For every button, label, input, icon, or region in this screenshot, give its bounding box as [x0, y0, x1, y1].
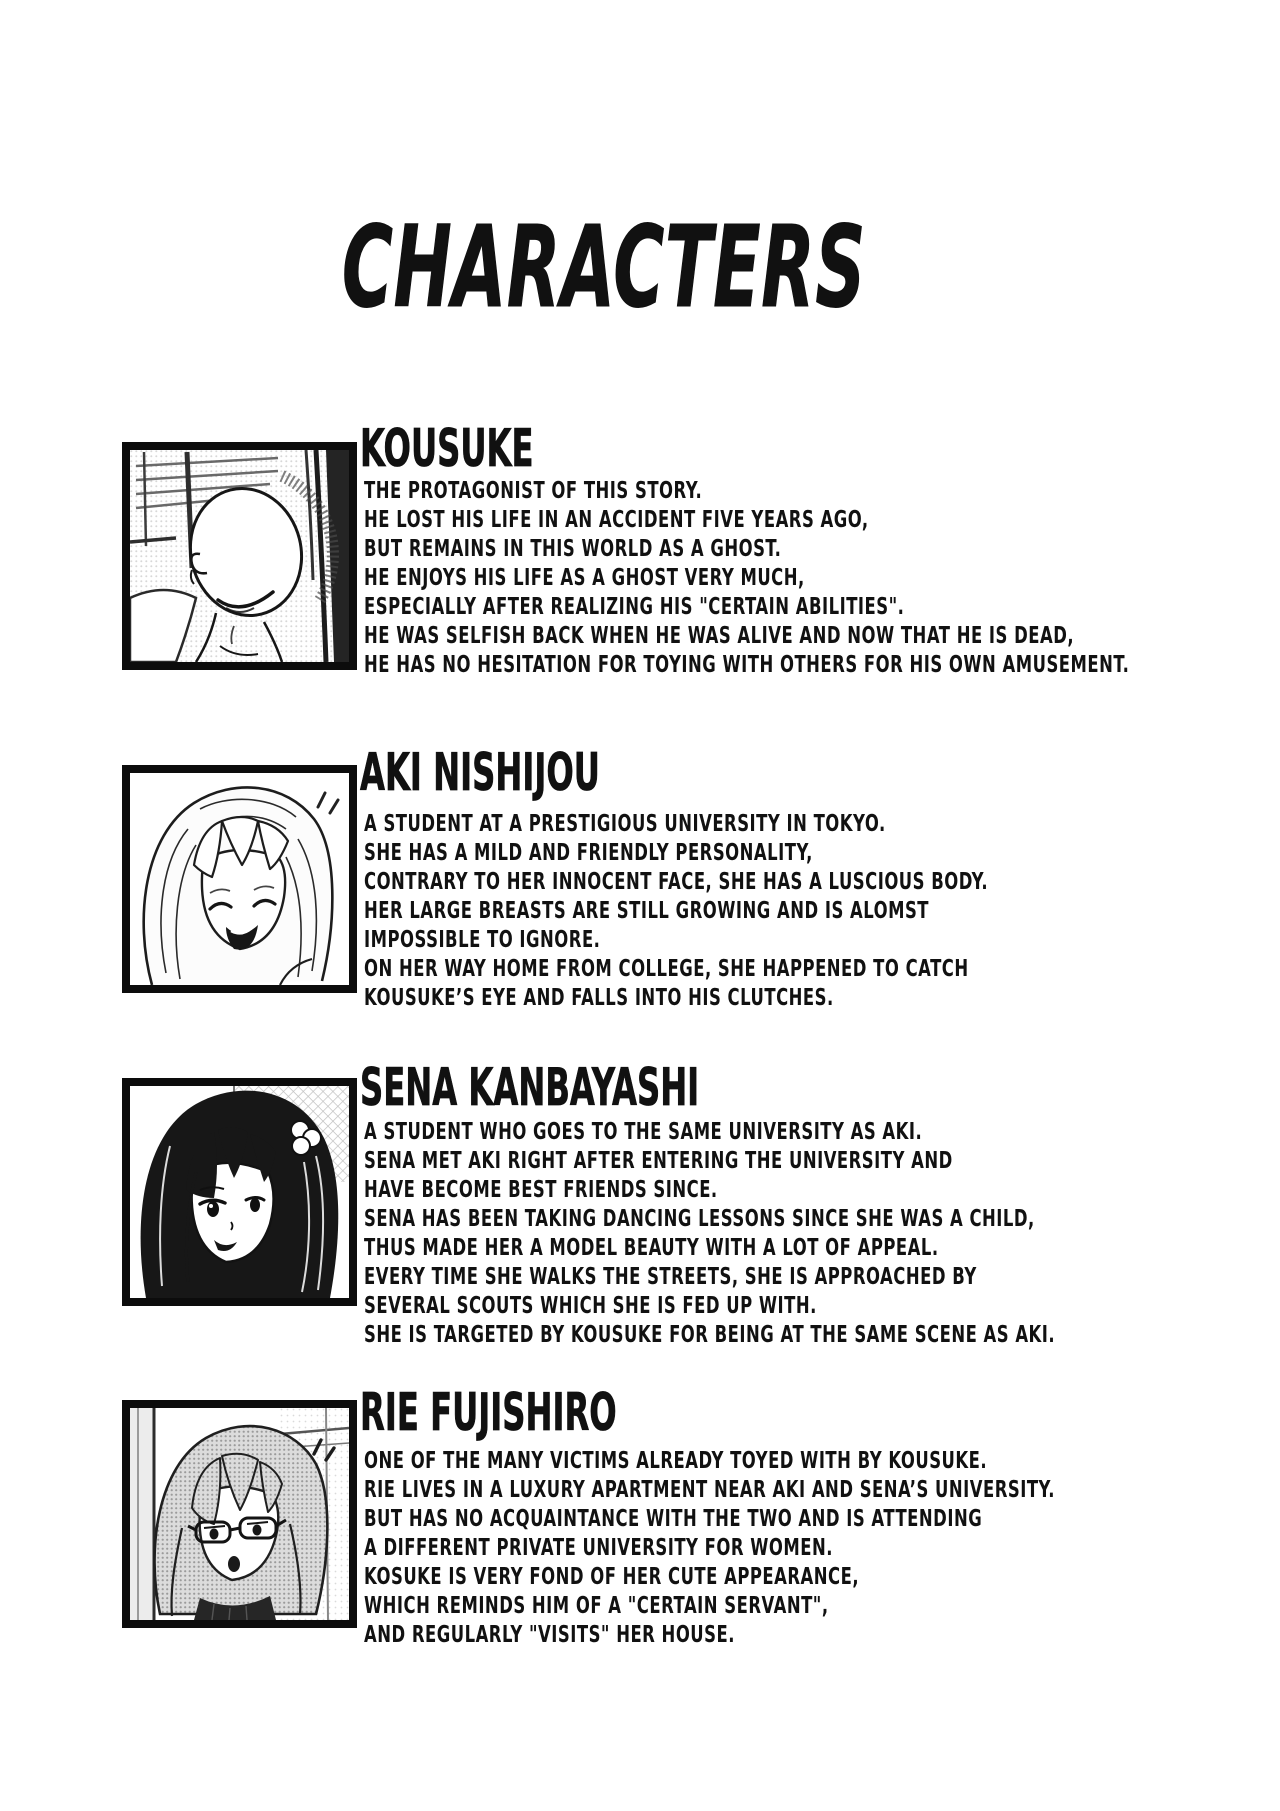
character-description: [364, 476, 1129, 679]
kousuke-portrait: [122, 442, 357, 670]
rie-portrait-art: [130, 1408, 349, 1620]
character-name: RIE FUJISHIRO: [360, 1383, 617, 1443]
description-line: SENA HAS BEEN TAKING DANCING LESSONS SINCE SHE WAS A CHILD,: [364, 1204, 1035, 1232]
description-line: HE HAS NO HESITATION FOR TOYING WITH OTHERS FOR HIS OWN AMUSEMENT.: [364, 650, 1130, 678]
description-line: ON HER WAY HOME FROM COLLEGE, SHE HAPPENED TO CATCH: [364, 954, 969, 982]
description-line: HE WAS SELFISH BACK WHEN HE WAS ALIVE AND NOW THAT HE IS DEAD,: [364, 621, 1075, 649]
description-line: CONTRARY TO HER INNOCENT FACE, SHE HAS A LUSCIOUS BODY.: [364, 867, 989, 895]
description-line: RIE LIVES IN A LUXURY APARTMENT NEAR AKI AND SENA’S UNIVERSITY.: [364, 1475, 1055, 1503]
description-line: A DIFFERENT PRIVATE UNIVERSITY FOR WOMEN.: [364, 1533, 833, 1561]
aki-portrait-art: [130, 773, 349, 985]
character-description: [364, 1117, 1055, 1349]
description-line: SHE HAS A MILD AND FRIENDLY PERSONALITY,: [364, 838, 813, 866]
character-name: KOUSUKE: [360, 419, 534, 479]
description-line: SHE IS TARGETED BY KOUSUKE FOR BEING AT THE SAME SCENE AS AKI.: [364, 1320, 1056, 1348]
sena-portrait-art: [130, 1086, 349, 1298]
description-line: EVERY TIME SHE WALKS THE STREETS, SHE IS APPROACHED BY: [364, 1262, 977, 1290]
description-line: A STUDENT AT A PRESTIGIOUS UNIVERSITY IN TOKYO.: [364, 809, 886, 837]
description-line: HE ENJOYS HIS LIFE AS A GHOST VERY MUCH,: [364, 563, 805, 591]
description-line: HER LARGE BREASTS ARE STILL GROWING AND IS ALOMST: [364, 896, 930, 924]
description-line: HAVE BECOME BEST FRIENDS SINCE.: [364, 1175, 718, 1203]
description-line: THE PROTAGONIST OF THIS STORY.: [364, 476, 703, 504]
description-line: IMPOSSIBLE TO IGNORE.: [364, 925, 601, 953]
sena-portrait: [122, 1078, 357, 1306]
description-line: HE LOST HIS LIFE IN AN ACCIDENT FIVE YEARS AGO,: [364, 505, 869, 533]
character-description: [364, 809, 988, 1012]
description-line: KOUSUKE’S EYE AND FALLS INTO HIS CLUTCHES.: [364, 983, 834, 1011]
description-line: BUT REMAINS IN THIS WORLD AS A GHOST.: [364, 534, 782, 562]
character-description: [364, 1446, 1055, 1649]
description-line: WHICH REMINDS HIM OF A "CERTAIN SERVANT",: [364, 1591, 829, 1619]
aki-portrait: [122, 765, 357, 993]
character-name: AKI NISHIJOU: [360, 743, 600, 803]
description-line: A STUDENT WHO GOES TO THE SAME UNIVERSITY AS AKI.: [364, 1117, 923, 1145]
description-line: SENA MET AKI RIGHT AFTER ENTERING THE UNIVERSITY AND: [364, 1146, 953, 1174]
kousuke-portrait-art: [130, 450, 349, 662]
description-line: BUT HAS NO ACQUAINTANCE WITH THE TWO AND IS ATTENDING: [364, 1504, 983, 1532]
character-name: SENA KANBAYASHI: [360, 1058, 700, 1118]
description-line: SEVERAL SCOUTS WHICH SHE IS FED UP WITH.: [364, 1291, 817, 1319]
description-line: ESPECIALLY AFTER REALIZING HIS "CERTAIN ABILITIES".: [364, 592, 905, 620]
description-line: ONE OF THE MANY VICTIMS ALREADY TOYED WITH BY KOUSUKE.: [364, 1446, 988, 1474]
description-line: KOSUKE IS VERY FOND OF HER CUTE APPEARANCE,: [364, 1562, 860, 1590]
description-line: THUS MADE HER A MODEL BEAUTY WITH A LOT OF APPEAL.: [364, 1233, 939, 1261]
page-title: CHARACTERS: [342, 203, 867, 333]
rie-portrait: [122, 1400, 357, 1628]
description-line: AND REGULARLY "VISITS" HER HOUSE.: [364, 1620, 735, 1648]
